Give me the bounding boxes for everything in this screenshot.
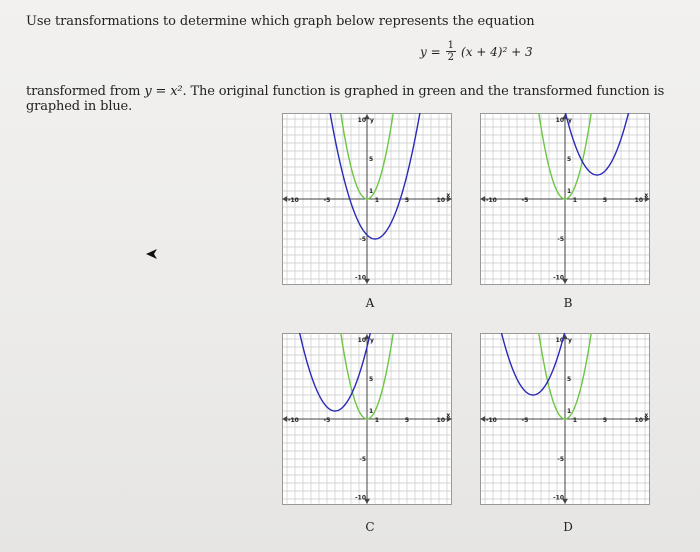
- tick-x-neg5: -5: [521, 417, 529, 424]
- fraction-denominator: 2: [447, 52, 455, 63]
- tick-y-one: 1: [369, 188, 374, 195]
- parent-function: y = x²: [144, 84, 183, 99]
- tick-x-min: -10: [288, 197, 299, 204]
- tick-y-neg5: -5: [557, 456, 564, 463]
- mouse-cursor-icon: [145, 248, 159, 260]
- question-prompt: Use transformations to determine which graph below represents the equation: [26, 14, 535, 29]
- tick-y-max: 10: [357, 337, 366, 345]
- tick-y-min: -10: [355, 274, 366, 282]
- equation-rhs: (x + 4)² + 3: [461, 44, 533, 59]
- equation-fraction: [446, 40, 456, 63]
- tick-x-one: 1: [572, 197, 578, 204]
- tick-x-one: 1: [374, 417, 380, 424]
- tick-y-pos5: 5: [567, 376, 572, 383]
- tick-y-one: 1: [369, 408, 374, 415]
- graph-option-b[interactable]: [480, 113, 650, 285]
- x-axis-label: x: [644, 412, 649, 419]
- graph-option-d[interactable]: [480, 333, 650, 505]
- y-axis-label: y: [568, 117, 572, 125]
- x-axis-label: x: [446, 412, 451, 419]
- tick-y-neg5: -5: [359, 456, 366, 463]
- x-axis-label: x: [446, 192, 451, 199]
- tick-x-min: -10: [486, 197, 497, 204]
- tick-x-pos5: 5: [602, 197, 608, 204]
- tick-x-min: -10: [486, 417, 497, 424]
- graph-option-a[interactable]: [282, 113, 452, 285]
- description-start: transformed from: [26, 84, 145, 99]
- question-description: [26, 84, 700, 114]
- tick-y-pos5: 5: [369, 156, 374, 163]
- tick-x-pos5: 5: [404, 197, 410, 204]
- option-label-a[interactable]: A: [365, 296, 375, 310]
- fraction-numerator: 1: [447, 40, 455, 51]
- tick-y-max: 10: [555, 337, 564, 345]
- tick-x-one: 1: [374, 197, 380, 204]
- y-axis-label: y: [370, 337, 374, 345]
- tick-y-min: -10: [553, 274, 564, 282]
- option-label-b[interactable]: B: [563, 296, 573, 310]
- tick-x-neg5: -5: [521, 197, 529, 204]
- y-axis-label: y: [568, 337, 572, 345]
- tick-y-pos5: 5: [567, 156, 572, 163]
- tick-x-neg5: -5: [323, 197, 331, 204]
- tick-x-min: -10: [288, 417, 299, 424]
- tick-y-min: -10: [553, 494, 564, 502]
- tick-x-max: 10: [634, 417, 643, 424]
- tick-x-one: 1: [572, 417, 578, 424]
- tick-y-min: -10: [355, 494, 366, 502]
- tick-y-max: 10: [555, 117, 564, 125]
- tick-y-one: 1: [567, 408, 572, 415]
- tick-x-pos5: 5: [404, 417, 410, 424]
- option-label-d[interactable]: D: [563, 520, 573, 534]
- description-end: . The original function is graphed in green and the transformed function is graphed in blue.: [26, 84, 665, 114]
- tick-y-one: 1: [567, 188, 572, 195]
- tick-y-pos5: 5: [369, 376, 374, 383]
- tick-x-max: 10: [634, 197, 643, 204]
- x-axis-label: x: [644, 192, 649, 199]
- tick-x-pos5: 5: [602, 417, 608, 424]
- tick-x-max: 10: [436, 197, 445, 204]
- target-equation: [420, 40, 533, 63]
- tick-x-neg5: -5: [323, 417, 331, 424]
- tick-y-neg5: -5: [359, 236, 366, 243]
- graph-option-c[interactable]: [282, 333, 452, 505]
- tick-x-max: 10: [436, 417, 445, 424]
- equation-lhs: y =: [420, 44, 441, 59]
- tick-y-max: 10: [357, 117, 366, 125]
- y-axis-label: y: [370, 117, 374, 125]
- tick-y-neg5: -5: [557, 236, 564, 243]
- option-label-c[interactable]: C: [365, 520, 375, 534]
